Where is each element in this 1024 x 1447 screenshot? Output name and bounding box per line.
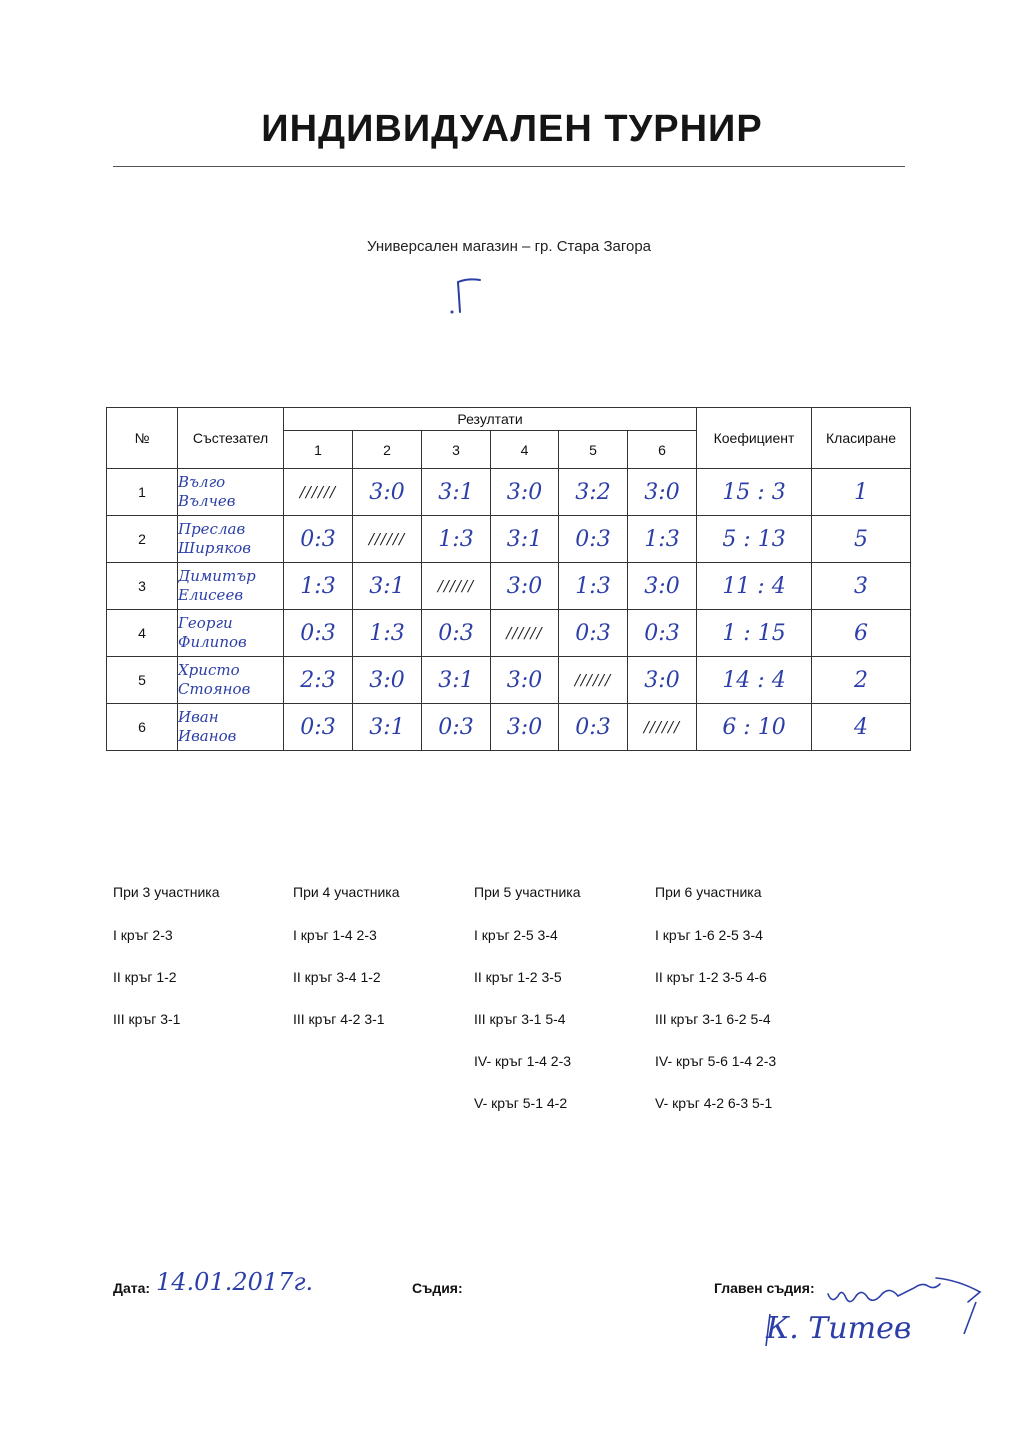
schedule-title: При 4 участника (293, 884, 400, 900)
score-cell: 3:0 (491, 563, 559, 610)
score-cell: ////// (422, 563, 491, 610)
score-cell: 3:2 (559, 469, 628, 516)
score-cell: 3:1 (422, 657, 491, 704)
first-name: Иван (178, 708, 219, 726)
score-cell: 2:3 (284, 657, 353, 704)
table-row (107, 516, 911, 563)
table-row (107, 657, 911, 704)
header-round-4: 4 (491, 431, 559, 469)
score-cell: 0:3 (559, 516, 628, 563)
first-name: Христо (178, 661, 240, 679)
coefficient-cell: 5 : 13 (697, 516, 812, 563)
schedule-round: V- кръг 4-2 6-3 5-1 (655, 1095, 773, 1111)
score-cell: 3:0 (491, 704, 559, 751)
schedule-round: I кръг 2-5 3-4 (474, 927, 558, 943)
judge-label: Съдия: (412, 1280, 463, 1296)
schedule-round: II кръг 3-4 1-2 (293, 969, 381, 985)
header-results: Резултати (284, 408, 697, 431)
first-name: Преслав (178, 520, 246, 538)
header-competitor: Състезател (178, 408, 284, 469)
table-row (107, 469, 911, 516)
competitor-name (178, 563, 284, 610)
schedule-round: II кръг 1-2 (113, 969, 177, 985)
score-cell: 0:3 (284, 610, 353, 657)
first-name: Георги (178, 614, 233, 632)
competitor-name (178, 610, 284, 657)
rank-cell: 6 (812, 610, 911, 657)
rank-cell: 4 (812, 704, 911, 751)
schedule-title: При 3 участника (113, 884, 220, 900)
schedule-round: III кръг 4-2 3-1 (293, 1011, 385, 1027)
results-table (106, 407, 911, 751)
coefficient-cell: 1 : 15 (697, 610, 812, 657)
score-cell: 1:3 (628, 516, 697, 563)
score-cell: 3:0 (628, 563, 697, 610)
score-cell: 1:3 (559, 563, 628, 610)
header-round-2: 2 (353, 431, 422, 469)
last-name: Елисеев (178, 586, 244, 604)
header-round-1: 1 (284, 431, 353, 469)
last-name: Филипов (178, 633, 247, 651)
group-mark-handwritten (440, 270, 490, 320)
score-cell: 3:0 (628, 469, 697, 516)
score-cell: 0:3 (284, 704, 353, 751)
score-cell: 3:0 (491, 469, 559, 516)
score-cell: 3:0 (628, 657, 697, 704)
header-coefficient: Коефициент (697, 408, 812, 469)
first-name: Димитър (178, 567, 256, 585)
score-cell: 3:0 (491, 657, 559, 704)
row-number: 6 (107, 704, 178, 751)
competitor-name (178, 657, 284, 704)
row-number: 5 (107, 657, 178, 704)
signature-text: К. Титев (766, 1311, 912, 1346)
table-row (107, 704, 911, 751)
row-number: 3 (107, 563, 178, 610)
schedule-4-participants (293, 884, 400, 1032)
coefficient-cell: 14 : 4 (697, 657, 812, 704)
schedule-title: При 5 участника (474, 884, 581, 900)
title-underline (113, 166, 905, 167)
score-cell: ////// (628, 704, 697, 751)
last-name: Вълчев (178, 492, 236, 510)
coefficient-cell: 11 : 4 (697, 563, 812, 610)
row-number: 2 (107, 516, 178, 563)
score-cell: 3:0 (353, 469, 422, 516)
row-number: 1 (107, 469, 178, 516)
page-title: ИНДИВИДУАЛЕН ТУРНИР (261, 108, 763, 150)
schedule-round: III кръг 3-1 6-2 5-4 (655, 1011, 771, 1027)
schedule-round: I кръг 1-4 2-3 (293, 927, 377, 943)
schedule-round: II кръг 1-2 3-5 4-6 (655, 969, 767, 985)
score-cell: 0:3 (628, 610, 697, 657)
coefficient-cell: 15 : 3 (697, 469, 812, 516)
rank-cell: 3 (812, 563, 911, 610)
schedule-6-participants (655, 884, 776, 1116)
header-round-5: 5 (559, 431, 628, 469)
chief-judge-signature (758, 1272, 990, 1352)
table-row (107, 610, 911, 657)
schedule-title: При 6 участника (655, 884, 762, 900)
score-cell: 3:1 (353, 704, 422, 751)
score-cell: 0:3 (559, 610, 628, 657)
competitor-name (178, 516, 284, 563)
schedule-3-participants (113, 884, 220, 1032)
schedule-round: III кръг 3-1 (113, 1011, 181, 1027)
coefficient-cell: 6 : 10 (697, 704, 812, 751)
last-name: Ширяков (178, 539, 252, 557)
score-cell: 0:3 (422, 610, 491, 657)
chief-judge-label: Главен съдия: (714, 1280, 815, 1296)
rank-cell: 2 (812, 657, 911, 704)
date-value: 14.01.2017г. (156, 1268, 314, 1296)
schedule-round: V- кръг 5-1 4-2 (474, 1095, 568, 1111)
score-cell: 3:1 (353, 563, 422, 610)
rank-cell: 1 (812, 469, 911, 516)
score-cell: 1:3 (422, 516, 491, 563)
last-name: Иванов (178, 727, 237, 745)
score-cell: 3:0 (353, 657, 422, 704)
competitor-name (178, 704, 284, 751)
score-cell: ////// (284, 469, 353, 516)
schedule-5-participants (474, 884, 581, 1116)
last-name: Стоянов (178, 680, 251, 698)
table-row (107, 563, 911, 610)
score-cell: 1:3 (353, 610, 422, 657)
score-cell: ////// (353, 516, 422, 563)
score-cell: ////// (491, 610, 559, 657)
schedule-round: I кръг 2-3 (113, 927, 173, 943)
score-cell: ////// (559, 657, 628, 704)
header-ranking: Класиране (812, 408, 911, 469)
score-cell: 0:3 (422, 704, 491, 751)
rank-cell: 5 (812, 516, 911, 563)
competitor-name (178, 469, 284, 516)
score-cell: 1:3 (284, 563, 353, 610)
page-subtitle: Универсален магазин – гр. Стара Загора (366, 238, 652, 255)
header-round-3: 3 (422, 431, 491, 469)
schedule-round: II кръг 1-2 3-5 (474, 969, 562, 985)
score-cell: 3:1 (422, 469, 491, 516)
row-number: 4 (107, 610, 178, 657)
header-round-6: 6 (628, 431, 697, 469)
schedule-round: IV- кръг 1-4 2-3 (474, 1053, 572, 1069)
schedule-round: I кръг 1-6 2-5 3-4 (655, 927, 763, 943)
first-name: Вълго (178, 473, 226, 491)
schedule-round: III кръг 3-1 5-4 (474, 1011, 566, 1027)
date-label: Дата: (113, 1280, 151, 1296)
score-cell: 3:1 (491, 516, 559, 563)
score-cell: 0:3 (284, 516, 353, 563)
header-num: № (107, 408, 178, 469)
score-cell: 0:3 (559, 704, 628, 751)
schedule-round: IV- кръг 5-6 1-4 2-3 (655, 1053, 777, 1069)
